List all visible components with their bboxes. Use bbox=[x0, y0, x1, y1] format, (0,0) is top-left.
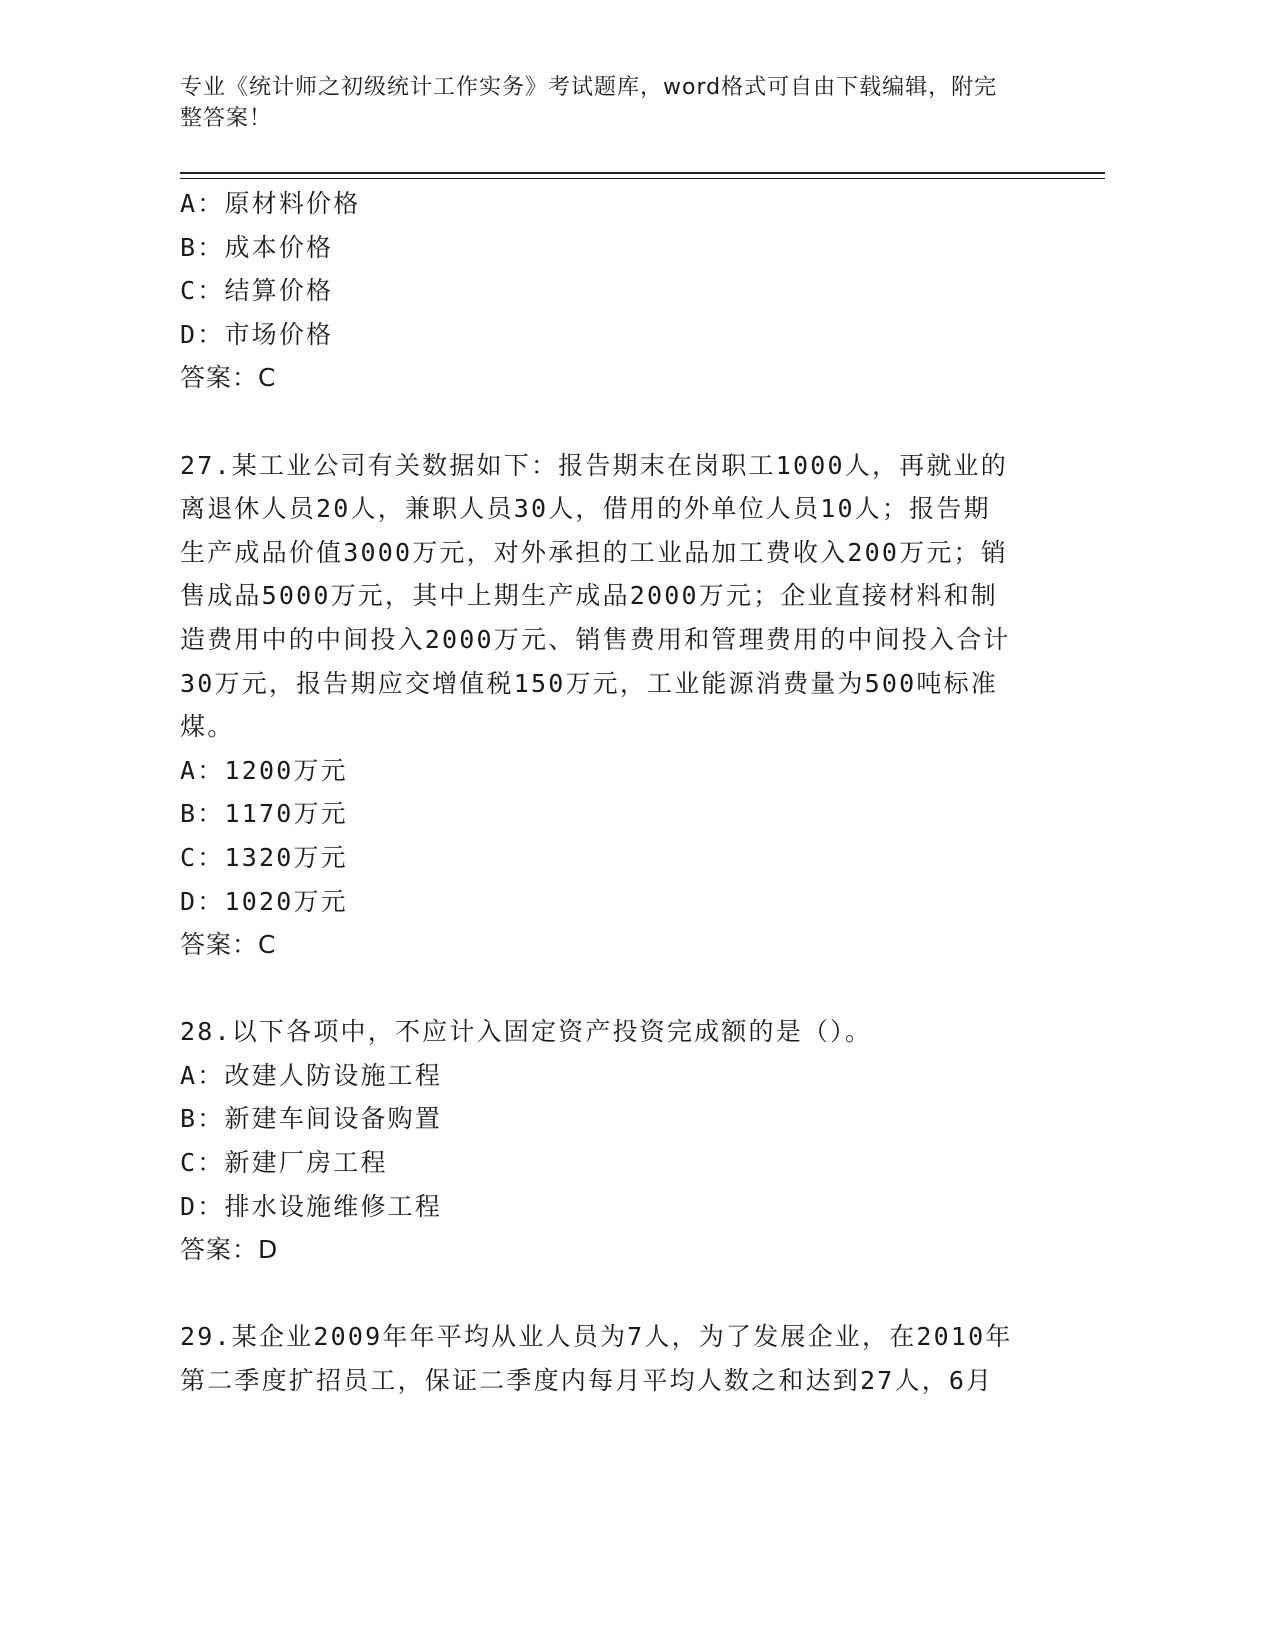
header-line-2: 整答案！ bbox=[180, 106, 273, 131]
spacer bbox=[180, 400, 1025, 444]
stem-line: 27.某工业公司有关数据如下：报告期末在岗职工1000人，再就业的 bbox=[180, 450, 1008, 480]
option-a: A：原材料价格 bbox=[180, 189, 361, 218]
option-d: D：市场价格 bbox=[180, 319, 334, 349]
option-d: D：排水设施维修工程 bbox=[180, 1191, 443, 1221]
stem-line: 生产成品价值3000万元，对外承担的工业品加工费收入200万元；销 bbox=[180, 537, 1008, 567]
stem-line: 造费用中的中间投入2000万元、销售费用和管理费用的中间投入合计 bbox=[180, 624, 1011, 654]
question-stem bbox=[180, 1315, 1025, 1402]
option-d: D：1020万元 bbox=[180, 886, 348, 916]
header-divider-thick bbox=[180, 172, 1105, 174]
stem-line: 售成品5000万元，其中上期生产成品2000万元；企业直接材料和制 bbox=[180, 581, 999, 611]
header-line-1: 专业《统计师之初级统计工作实务》考试题库，word格式可自由下载编辑，附完 bbox=[180, 75, 998, 100]
option-c: C：新建厂房工程 bbox=[180, 1148, 388, 1178]
option-a: A：1200万元 bbox=[180, 755, 348, 785]
answer: 答案：C bbox=[180, 363, 277, 393]
stem-line: 离退休人员20人，兼职人员30人，借用的外单位人员10人；报告期 bbox=[180, 494, 991, 524]
spacer bbox=[180, 967, 1025, 1011]
option-b: B：新建车间设备购置 bbox=[180, 1104, 443, 1134]
option-c: C：1320万元 bbox=[180, 842, 348, 872]
document-header bbox=[180, 72, 1080, 134]
question-stem bbox=[180, 444, 1025, 749]
document-body bbox=[180, 182, 1025, 1403]
answer: 答案：C bbox=[180, 930, 277, 960]
option-a: A：改建人防设施工程 bbox=[180, 1060, 443, 1090]
option-c: C：结算价格 bbox=[180, 276, 334, 306]
stem-line: 第二季度扩招员工，保证二季度内每月平均人数之和达到27人，6月 bbox=[180, 1366, 994, 1396]
spacer bbox=[180, 1272, 1025, 1316]
question-26-options bbox=[180, 182, 1025, 400]
option-b: B：成本价格 bbox=[180, 232, 334, 262]
header-divider-thin bbox=[180, 178, 1105, 179]
stem-line: 煤。 bbox=[180, 712, 235, 742]
question-28 bbox=[180, 1010, 1025, 1272]
question-stem: 28.以下各项中，不应计入固定资产投资完成额的是（）。 bbox=[180, 1017, 873, 1047]
stem-line: 29.某企业2009年年平均从业人员为7人，为了发展企业，在2010年 bbox=[180, 1322, 1013, 1352]
option-b: B：1170万元 bbox=[180, 799, 348, 829]
answer: 答案：D bbox=[180, 1235, 279, 1265]
question-27 bbox=[180, 444, 1025, 967]
question-29 bbox=[180, 1315, 1025, 1402]
stem-line: 30万元，报告期应交增值税150万元，工业能源消费量为500吨标准 bbox=[180, 668, 999, 698]
